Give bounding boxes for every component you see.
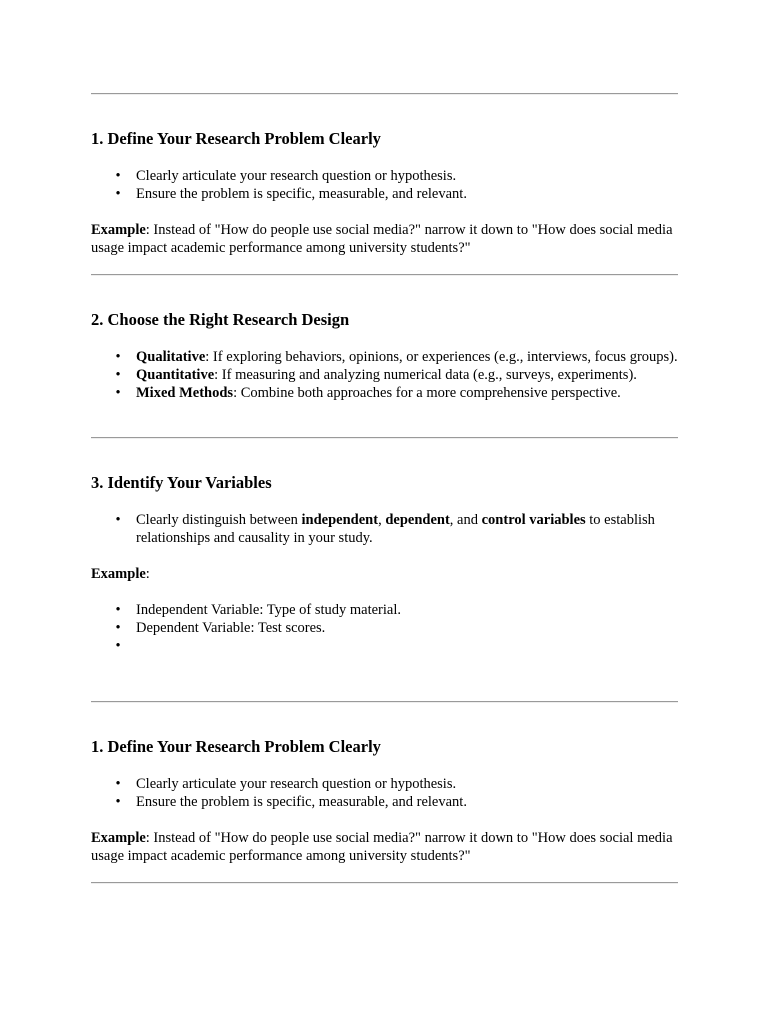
bullet-icon: • [115,349,121,365]
list-item: • Qualitative: If exploring behaviors, opinions, or experiences (e.g., interviews, focus groups). [91,348,678,366]
bullet-icon: • [115,168,121,184]
bullet-icon: • [115,367,121,383]
list-item: • Clearly articulate your research question or hypothesis. [91,775,678,793]
example-paragraph: Example: Instead of "How do people use social media?" narrow it down to "How does social media usage impact academic performance among university students?" [91,830,673,864]
section-heading: 1. Define Your Research Problem Clearly [91,737,381,756]
bullet-icon: • [115,186,121,202]
bullet-icon: • [115,385,121,401]
bullet-list [91,601,678,655]
bullet-list [91,511,678,547]
list-item: • Independent Variable: Type of study material. [91,601,678,619]
list-item: • Ensure the problem is specific, measurable, and relevant. [91,793,678,811]
bullet-icon: • [115,794,121,810]
example-label: Example [91,566,146,582]
list-item: • Clearly articulate your research question or hypothesis. [91,167,678,185]
example-label: Example [91,830,146,846]
list-item [91,637,678,655]
bullet-list [91,348,678,402]
horizontal-rule [91,437,678,439]
bullet-icon: • [115,512,121,528]
horizontal-rule [91,882,678,884]
horizontal-rule [91,701,678,703]
bullet-icon: • [115,620,121,636]
example-label: Example [91,222,146,238]
horizontal-rule [91,274,678,276]
example-paragraph: Example: [91,566,150,582]
bullet-icon: • [115,638,121,654]
bullet-list [91,775,678,811]
section-heading: 3. Identify Your Variables [91,473,272,492]
bullet-list [91,167,678,203]
section-heading: 1. Define Your Research Problem Clearly [91,129,381,148]
section-heading: 2. Choose the Right Research Design [91,310,350,329]
example-paragraph: Example: Instead of "How do people use social media?" narrow it down to "How does social media usage impact academic performance among university students?" [91,222,673,256]
bullet-icon: • [115,602,121,618]
list-item: • Dependent Variable: Test scores. [91,619,678,637]
list-item: • Mixed Methods: Combine both approaches for a more comprehensive perspective. [91,384,678,402]
horizontal-rule [91,93,678,95]
list-item: • Ensure the problem is specific, measurable, and relevant. [91,185,678,203]
list-item: • Clearly distinguish between independent, dependent, and control variables to establish relationships and causality in your study. [91,511,678,547]
bullet-icon: • [115,776,121,792]
list-item: • Quantitative: If measuring and analyzing numerical data (e.g., surveys, experiments). [91,366,678,384]
